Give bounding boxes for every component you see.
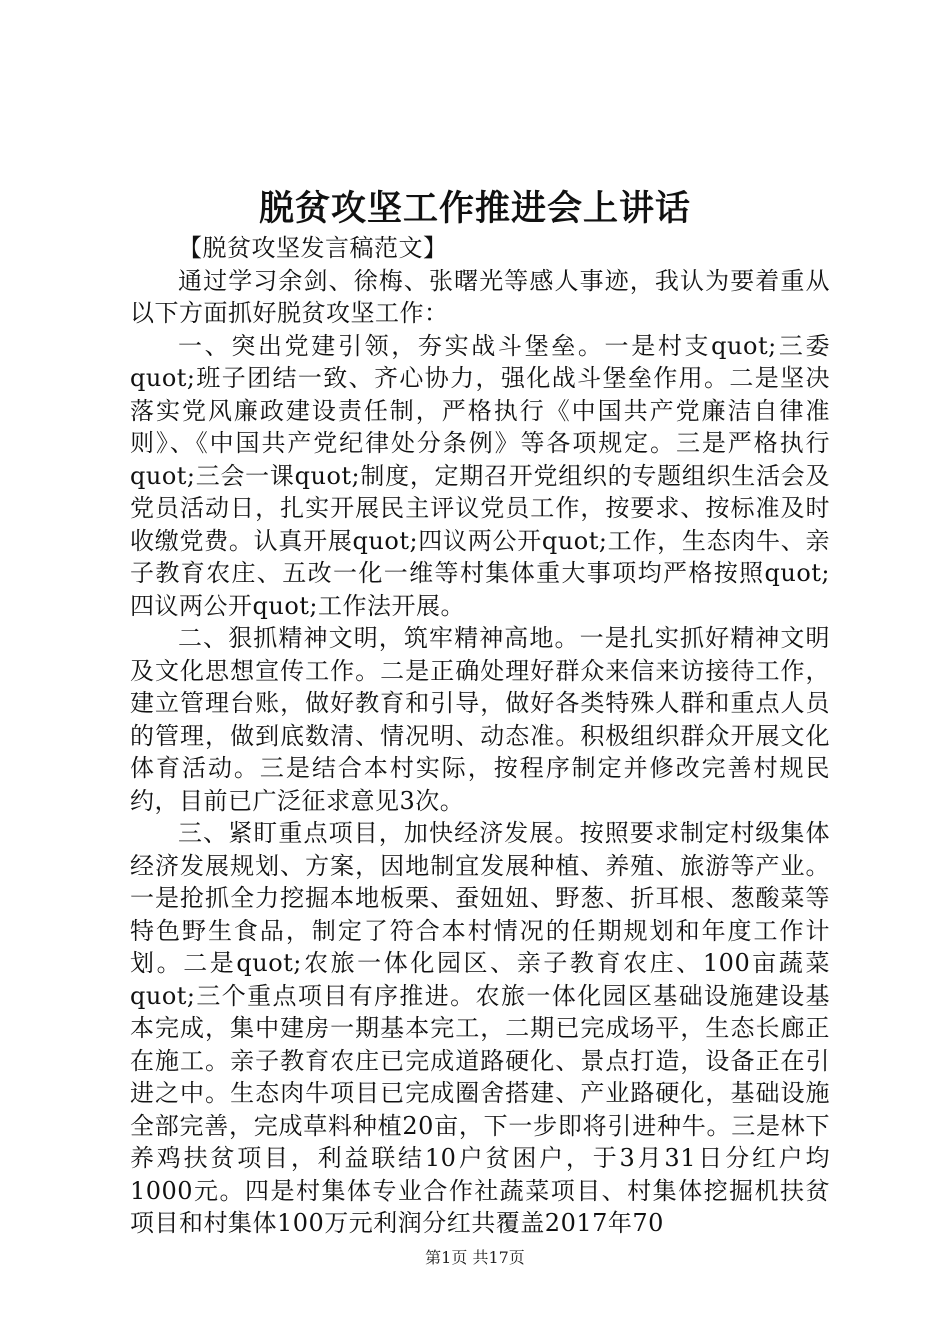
document-body [130,232,830,1240]
document-title: 脱贫攻坚工作推进会上讲话 [258,188,691,229]
page-footer: 第1页 共17页 [425,1248,525,1267]
paragraph-intro: 通过学习余剑、徐梅、张曙光等感人事迹，我认为要着重从以下方面抓好脱贫攻坚工作： [130,266,830,327]
paragraph-spiritual-civilization: 二、狠抓精神文明，筑牢精神高地。一是扎实抓好精神文明及文化思想宣传工作。二是正确处理好群众来信来访接待工作，建立管理台账，做好教育和引导，做好各类特殊人群和重点人员的管理，做到底数清、情况明、动态准。积极组织群众开展文化体育活动。三是结合本村实际，按程序制定并修改完善村规民约，目前已广泛征求意见3次。 [130,624,830,815]
paragraph-key-projects: 三、紧盯重点项目，加快经济发展。按照要求制定村级集体经济发展规划、方案，因地制宜发展种植、养殖、旅游等产业。一是抢抓全力挖掘本地板栗、蚕妞妞、野葱、折耳根、葱酸菜等特色野生食品，制定了符合本村情况的任期规划和年度工作计划。二是quot;农旅一体化园区、亲子教育农庄、100亩蔬菜quot;三个重点项目有序推进。农旅一体化园区基础设施建设基本完成，集中建房一期基本完工，二期已完成场平，生态长廊正在施工。亲子教育农庄已完成道路硬化、景点打造，设备正在引进之中。生态肉牛项目已完成圈舍搭建、产业路硬化，基础设施全部完善，完成草料种植20亩，下一步即将引进种牛。三是林下养鸡扶贫项目，利益联结10户贫困户，于3月31日分红户均1000元。四是村集体专业合作社蔬菜项目、村集体挖掘机扶贫项目和村集体100万元利润分红共覆盖2017年70 [130,819,830,1237]
paragraph-party-building: 一、突出党建引领，夯实战斗堡垒。一是村支quot;三委quot;班子团结一致、齐心协力，强化战斗堡垒作用。二是坚决落实党风廉政建设责任制，严格执行《中国共产党廉洁自律准则》、《中国共产党纪律处分条例》等各项规定。三是严格执行quot;三会一课quot;制度，定期召开党组织的专题组织生活会及党员活动日，扎实开展民主评议党员工作，按要求、按标准及时收缴党费。认真开展quot;四议两公开quot;工作，生态肉牛、亲子教育农庄、五改一化一维等村集体重大事项均严格按照quot;四议两公开quot;工作法开展。 [130,331,830,620]
paragraph-heading: 【脱贫攻坚发言稿范文】 [178,234,448,262]
